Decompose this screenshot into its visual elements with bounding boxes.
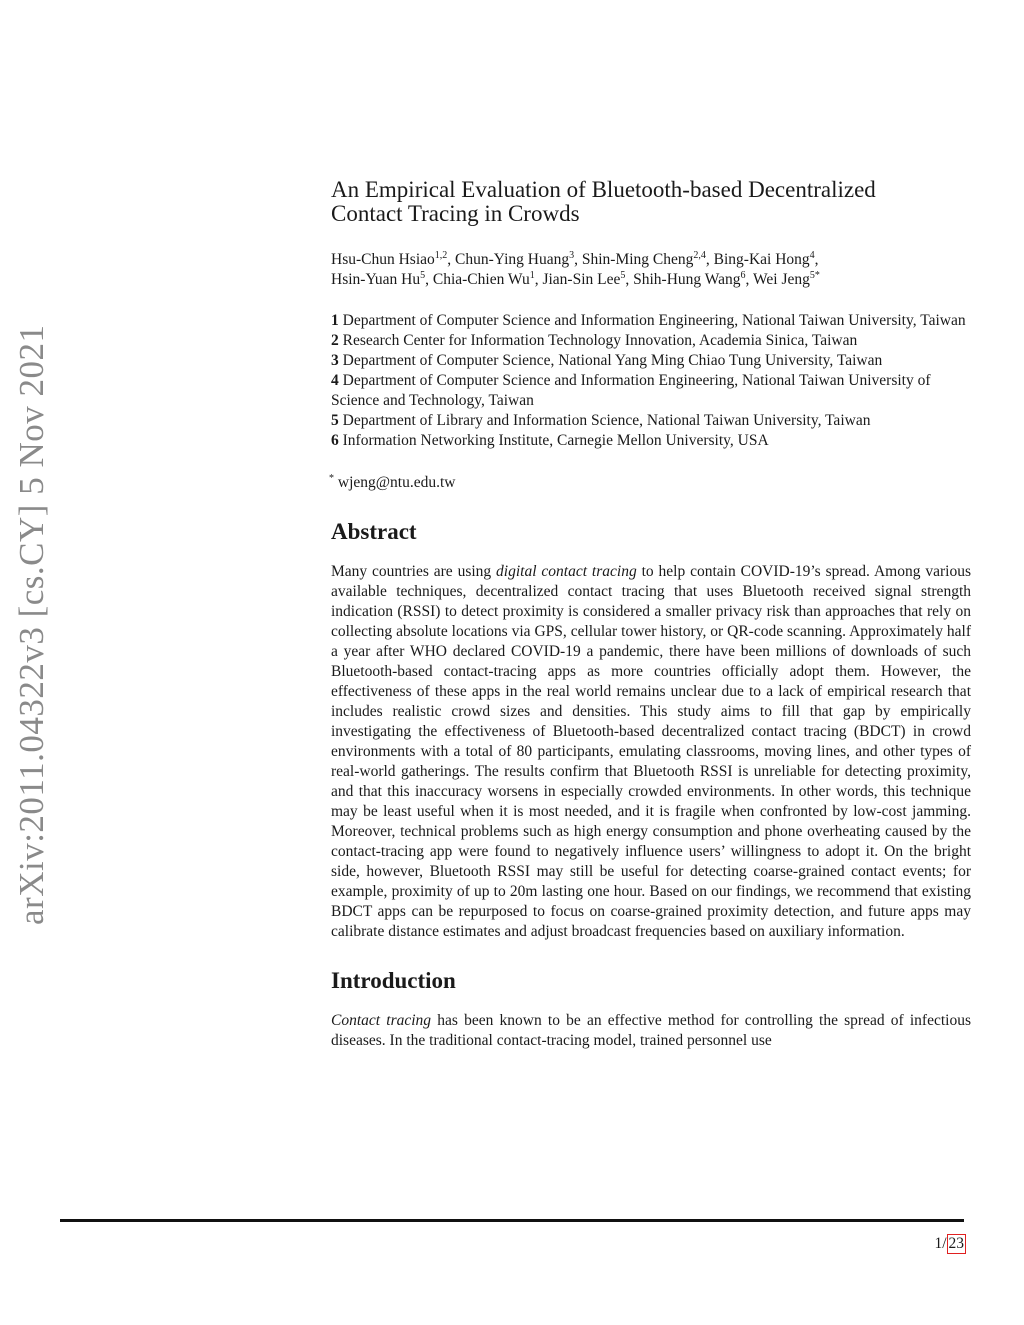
affiliation: 3 Department of Computer Science, National Yang Ming Chiao Tung University, Taiwan xyxy=(331,352,883,369)
abstract-heading: Abstract xyxy=(331,519,417,545)
author: Chia-Chien Wu$^1$ xyxy=(432,269,535,288)
author: Wei Jeng$^{5*}$ xyxy=(753,269,820,288)
affiliation: 4 Department of Computer Science and Information Engineering, National Taiwan University of Science and Technology, Taiwan xyxy=(331,372,931,409)
paper-content xyxy=(331,178,971,1067)
affiliation: 6 Information Networking Institute, Carnegie Mellon University, USA xyxy=(331,432,769,449)
author: Shin-Ming Cheng$^{2,4}$ xyxy=(581,249,706,268)
page-total-link[interactable]: 23 xyxy=(948,1235,964,1252)
paper-title: An Empirical Evaluation of Bluetooth-based Decentralized Contact Tracing in Crowds xyxy=(331,177,876,226)
author: Shih-Hung Wang$^6$ xyxy=(633,269,746,288)
abstract-text: Many countries are using digital contact tracing to help contain COVID-19’s spread. Among various available techniques, decentralized contact tracing that uses Bluetooth received signal strength indication (RSSI) to detect proximity is considered a smaller privacy risk than approaches that rely on collecting absolute locations via GPS, cellular tower history, or QR-code scanning. Approximately half a year after WHO declared COVID-19 a pandemic, there have been millions of downloads of such Bluetooth-based contact-tracing apps as more countries officially adopt them. However, the effectiveness of these apps in the real world remains unclear due to a lack of empirical research that includes realistic crowd sizes and densities. This study aims to fill that gap by empirically investigating the effectiveness of Bluetooth-based decentralized contact tracing (BDCT) in crowd environments with a total of 80 participants, emulating classrooms, moving lines, and other types of real-world gatherings. The results confirm that Bluetooth RSSI is unreliable for detecting proximity, and that this inaccuracy worsens in especially crowded environments. In other words, this technique may be least useful when it is most needed, and it is fragile when confronted by low-cost jamming. Moreover, technical problems such as high energy consumption and phone overheating caused by the contact-tracing app were found to negatively influence users’ willingness to adopt it. On the bright side, however, Bluetooth RSSI may still be useful for detecting coarse-grained contact events; for example, proximity of up to 20m lasting one hour. Based on our findings, we recommend that existing BDCT apps can be repurposed to focus on coarse-grained proximity detection, and future apps may calibrate distance estimates and adjust broadcast frequencies based on auxiliary information. xyxy=(331,563,971,941)
author: Bing-Kai Hong$^4$ xyxy=(713,249,815,268)
affiliation-list xyxy=(331,311,971,451)
author: Jian-Sin Lee$^5$ xyxy=(542,269,626,288)
introduction-text: Contact tracing has been known to be an effective method for controlling the spread of infectious diseases. In the traditional contact-tracing model, trained personnel use xyxy=(331,1012,971,1050)
introduction-heading: Introduction xyxy=(331,968,456,994)
affiliation: 2 Research Center for Information Technology Innovation, Academia Sinica, Taiwan xyxy=(331,332,858,349)
arxiv-identifier-stamp: arXiv:2011.04322v3 [cs.CY] 5 Nov 2021 xyxy=(12,324,51,925)
affiliation: 1 Department of Computer Science and Information Engineering, National Taiwan University, Taiwan xyxy=(331,312,966,329)
footer-rule xyxy=(60,1219,964,1222)
author-list: Hsu-Chun Hsiao$^{1,2}$, Chun-Ying Huang$^3$, Shin-Ming Cheng$^{2,4}$, Bing-Kai Hong$^4$, Hsin-Yuan Hu$^5$, Chia-Chien Wu$^1$, Jian-Sin Lee$^5$, Shih-Hung Wang$^6$, Wei Jeng$^{5*}$ xyxy=(331,249,820,288)
corresponding-author-email: * wjeng@ntu.edu.tw xyxy=(329,473,456,492)
author: Hsu-Chun Hsiao$^{1,2}$ xyxy=(331,249,448,268)
author: Hsin-Yuan Hu$^5$ xyxy=(331,269,426,288)
affiliation: 5 Department of Library and Information Science, National Taiwan University, Taiwan xyxy=(331,412,871,429)
page-number: 1/ 23 xyxy=(934,1235,964,1252)
author: Chun-Ying Huang$^3$ xyxy=(455,249,575,268)
